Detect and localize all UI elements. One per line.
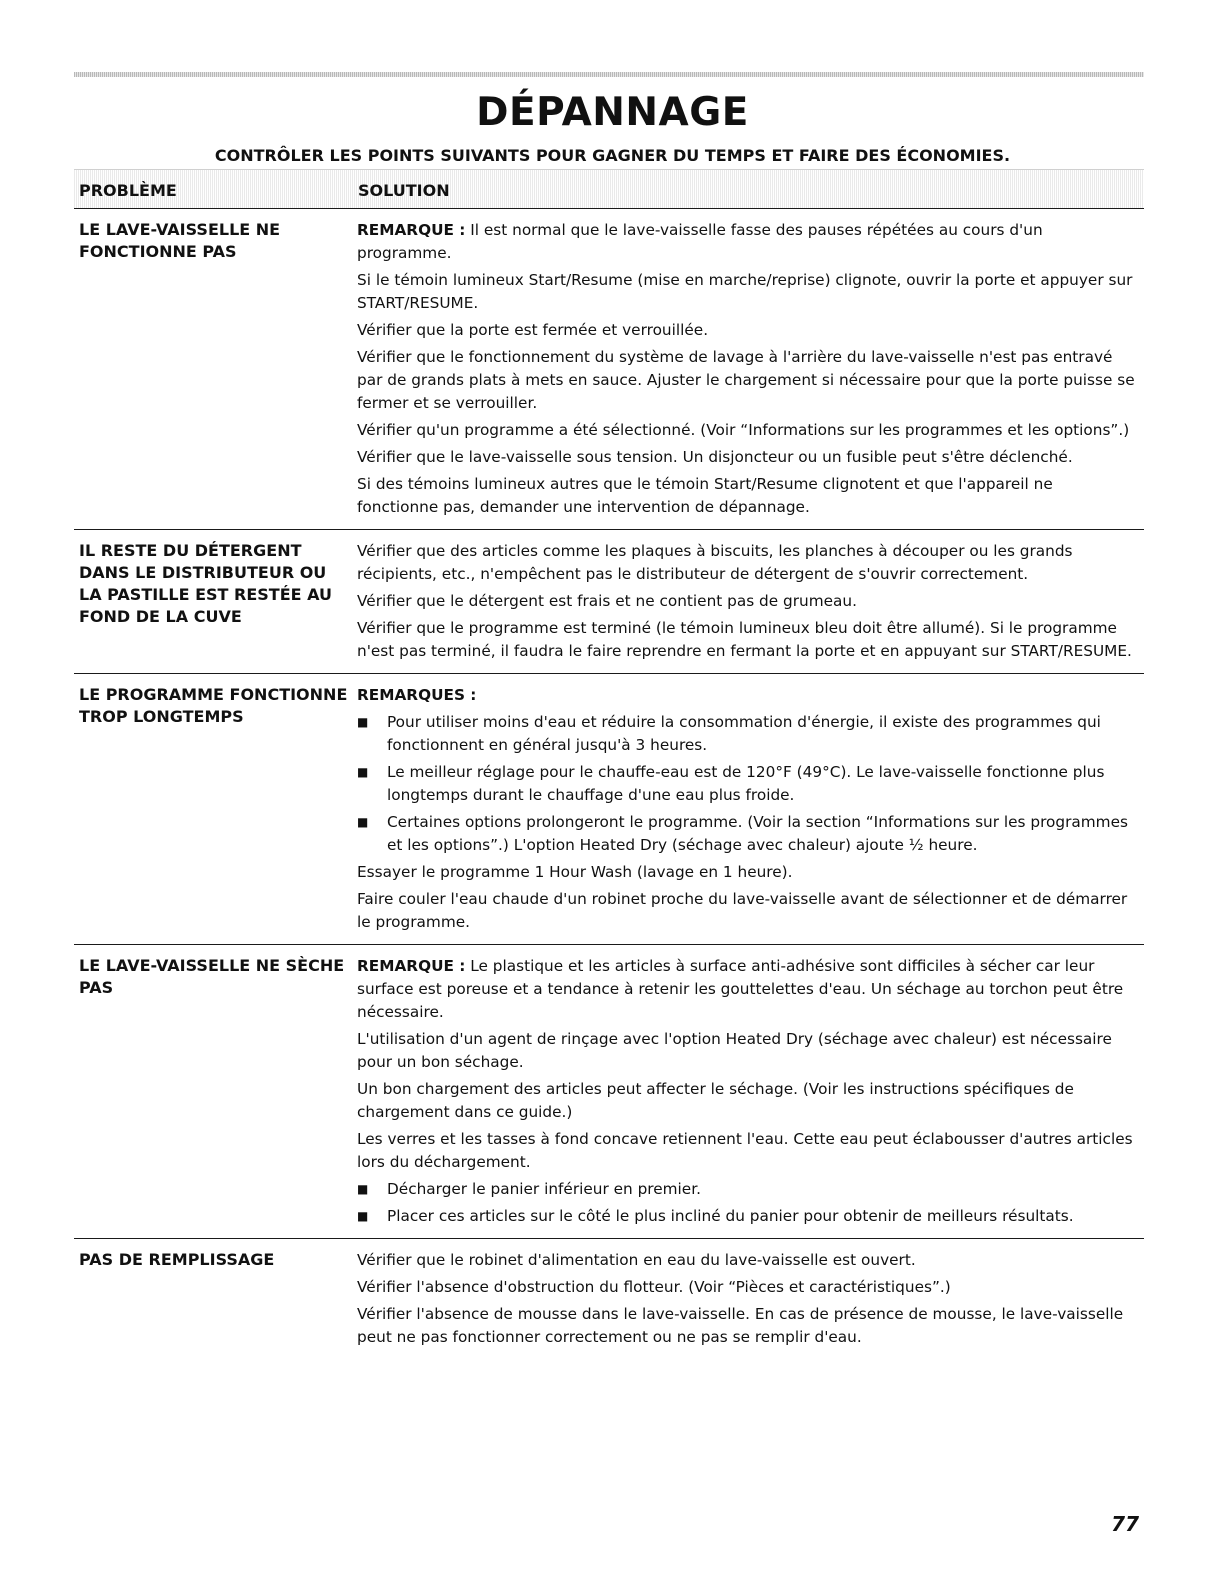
- solution-paragraph: Vérifier que le programme est terminé (le témoin lumineux bleu doit être allumé). Si le programme n'est pas terminé, il faudra le faire reprendre en fermant la porte et en appuyant sur START/RESUME.: [357, 619, 1132, 660]
- bullet-text: Pour utiliser moins d'eau et réduire la consommation d'énergie, il existe des programmes qui fonctionnent en général jusqu'à 3 heures.: [387, 713, 1101, 754]
- solution-cell: [352, 684, 1144, 938]
- problem-cell: LE PROGRAMME FONCTIONNE TROP LONGTEMPS: [79, 685, 348, 726]
- solution-paragraph: Vérifier que le robinet d'alimentation en eau du lave-vaisselle est ouvert.: [357, 1251, 916, 1269]
- solution-paragraph: Vérifier que des articles comme les plaques à biscuits, les planches à découper ou les grands récipients, etc., n'empêchent pas le distributeur de détergent de s'ouvrir correctement.: [357, 542, 1073, 583]
- bullet-item: [357, 761, 1136, 807]
- solution-paragraph: Vérifier que la porte est fermée et verrouillée.: [357, 321, 709, 339]
- problem-cell: IL RESTE DU DÉTERGENT DANS LE DISTRIBUTEUR OU LA PASTILLE EST RESTÉE AU FOND DE LA CUVE: [79, 541, 333, 626]
- problem-cell: LE LAVE-VAISSELLE NE SÈCHE PAS: [79, 956, 345, 997]
- top-rule: [74, 72, 1144, 77]
- solution-cell: [352, 955, 1144, 1232]
- solution-paragraph: Vérifier que le fonctionnement du système de lavage à l'arrière du lave-vaisselle n'est pas entravé par de grands plats à mets en sauce. Ajuster le chargement si nécessaire pour que la porte puisse se fermer et se verrouiller.: [357, 348, 1135, 412]
- page-number: 77: [1111, 1512, 1139, 1536]
- bullet-text: Décharger le panier inférieur en premier.: [387, 1180, 701, 1198]
- solution-paragraph: Faire couler l'eau chaude d'un robinet proche du lave-vaisselle avant de sélectionner et de démarrer le programme.: [357, 890, 1128, 931]
- table-row: [74, 945, 1144, 1239]
- problem-cell: LE LAVE-VAISSELLE NE FONCTIONNE PAS: [79, 220, 281, 261]
- solution-paragraph: Les verres et les tasses à fond concave retiennent l'eau. Cette eau peut éclabousser d'autres articles lors du déchargement.: [357, 1130, 1133, 1171]
- page-title: DÉPANNAGE: [476, 90, 749, 135]
- problem-cell: PAS DE REMPLISSAGE: [79, 1250, 275, 1269]
- bullet-item: [357, 1178, 1136, 1201]
- table-row: [74, 530, 1144, 674]
- troubleshooting-table: [74, 209, 1144, 1359]
- bullet-item: [357, 811, 1136, 857]
- solution-paragraph: [357, 955, 1136, 1024]
- solution-paragraph: L'utilisation d'un agent de rinçage avec l'option Heated Dry (séchage avec chaleur) est nécessaire pour un bon séchage.: [357, 1030, 1112, 1071]
- bullet-item: [357, 711, 1136, 757]
- square-bullet-icon: ■: [357, 815, 369, 829]
- solution-paragraph: Un bon chargement des articles peut affecter le séchage. (Voir les instructions spécifiques de chargement dans ce guide.): [357, 1080, 1074, 1121]
- bullet-text: Placer ces articles sur le côté le plus incliné du panier pour obtenir de meilleurs résultats.: [387, 1207, 1074, 1225]
- square-bullet-icon: ■: [357, 715, 369, 729]
- bullet-text: Le meilleur réglage pour le chauffe-eau est de 120°F (49°C). Le lave-vaisselle fonctionne plus longtemps durant le chauffage d'une eau plus froide.: [387, 763, 1105, 804]
- square-bullet-icon: ■: [357, 1209, 369, 1223]
- note-label: REMARQUE :: [357, 221, 466, 239]
- solution-column-header: SOLUTION: [358, 181, 450, 200]
- note-label: REMARQUE :: [357, 957, 466, 975]
- table-row: [74, 1239, 1144, 1359]
- solution-paragraph: Vérifier que le détergent est frais et ne contient pas de grumeau.: [357, 592, 857, 610]
- solution-paragraph: Si le témoin lumineux Start/Resume (mise en marche/reprise) clignote, ouvrir la porte et appuyer sur START/RESUME.: [357, 271, 1133, 312]
- square-bullet-icon: ■: [357, 765, 369, 779]
- solution-paragraph: Vérifier l'absence de mousse dans le lave-vaisselle. En cas de présence de mousse, le lave-vaisselle peut ne pas fonctionner correctement ou ne pas se remplir d'eau.: [357, 1305, 1124, 1346]
- solution-paragraph: Vérifier que le lave-vaisselle sous tension. Un disjoncteur ou un fusible peut s'être déclenché.: [357, 448, 1073, 466]
- solution-paragraph: Vérifier l'absence d'obstruction du flotteur. (Voir “Pièces et caractéristiques”.): [357, 1278, 951, 1296]
- page-subtitle: CONTRÔLER LES POINTS SUIVANTS POUR GAGNER DU TEMPS ET FAIRE DES ÉCONOMIES.: [214, 146, 1011, 165]
- problem-column-header: PROBLÈME: [79, 181, 177, 200]
- solution-paragraph: Vérifier qu'un programme a été sélectionné. (Voir “Informations sur les programmes et les options”.): [357, 421, 1130, 439]
- table-row: [74, 209, 1144, 530]
- bullet-item: [357, 1205, 1136, 1228]
- solution-paragraph: [357, 684, 1136, 707]
- square-bullet-icon: ■: [357, 1182, 369, 1196]
- bullet-text: Certaines options prolongeront le programme. (Voir la section “Informations sur les programmes et les options”.) L'option Heated Dry (séchage avec chaleur) ajoute ½ heure.: [387, 813, 1128, 854]
- solution-paragraph: Essayer le programme 1 Hour Wash (lavage en 1 heure).: [357, 863, 793, 881]
- solution-cell: [352, 1249, 1144, 1353]
- table-row: [74, 674, 1144, 945]
- solution-cell: [352, 219, 1144, 523]
- note-label: REMARQUES :: [357, 686, 477, 704]
- solution-cell: [352, 540, 1144, 667]
- solution-paragraph: Si des témoins lumineux autres que le témoin Start/Resume clignotent et que l'appareil ne fonctionne pas, demander une intervention de dépannage.: [357, 475, 1053, 516]
- solution-paragraph: [357, 219, 1136, 265]
- table-header: [74, 169, 1144, 209]
- note-text: Il est normal que le lave-vaisselle fasse des pauses répétées au cours d'un programme.: [357, 221, 1043, 262]
- note-text: Le plastique et les articles à surface anti-adhésive sont difficiles à sécher car leur surface est poreuse et a tendance à retenir les gouttelettes d'eau. Un séchage au torchon peut être nécessaire.: [357, 957, 1124, 1021]
